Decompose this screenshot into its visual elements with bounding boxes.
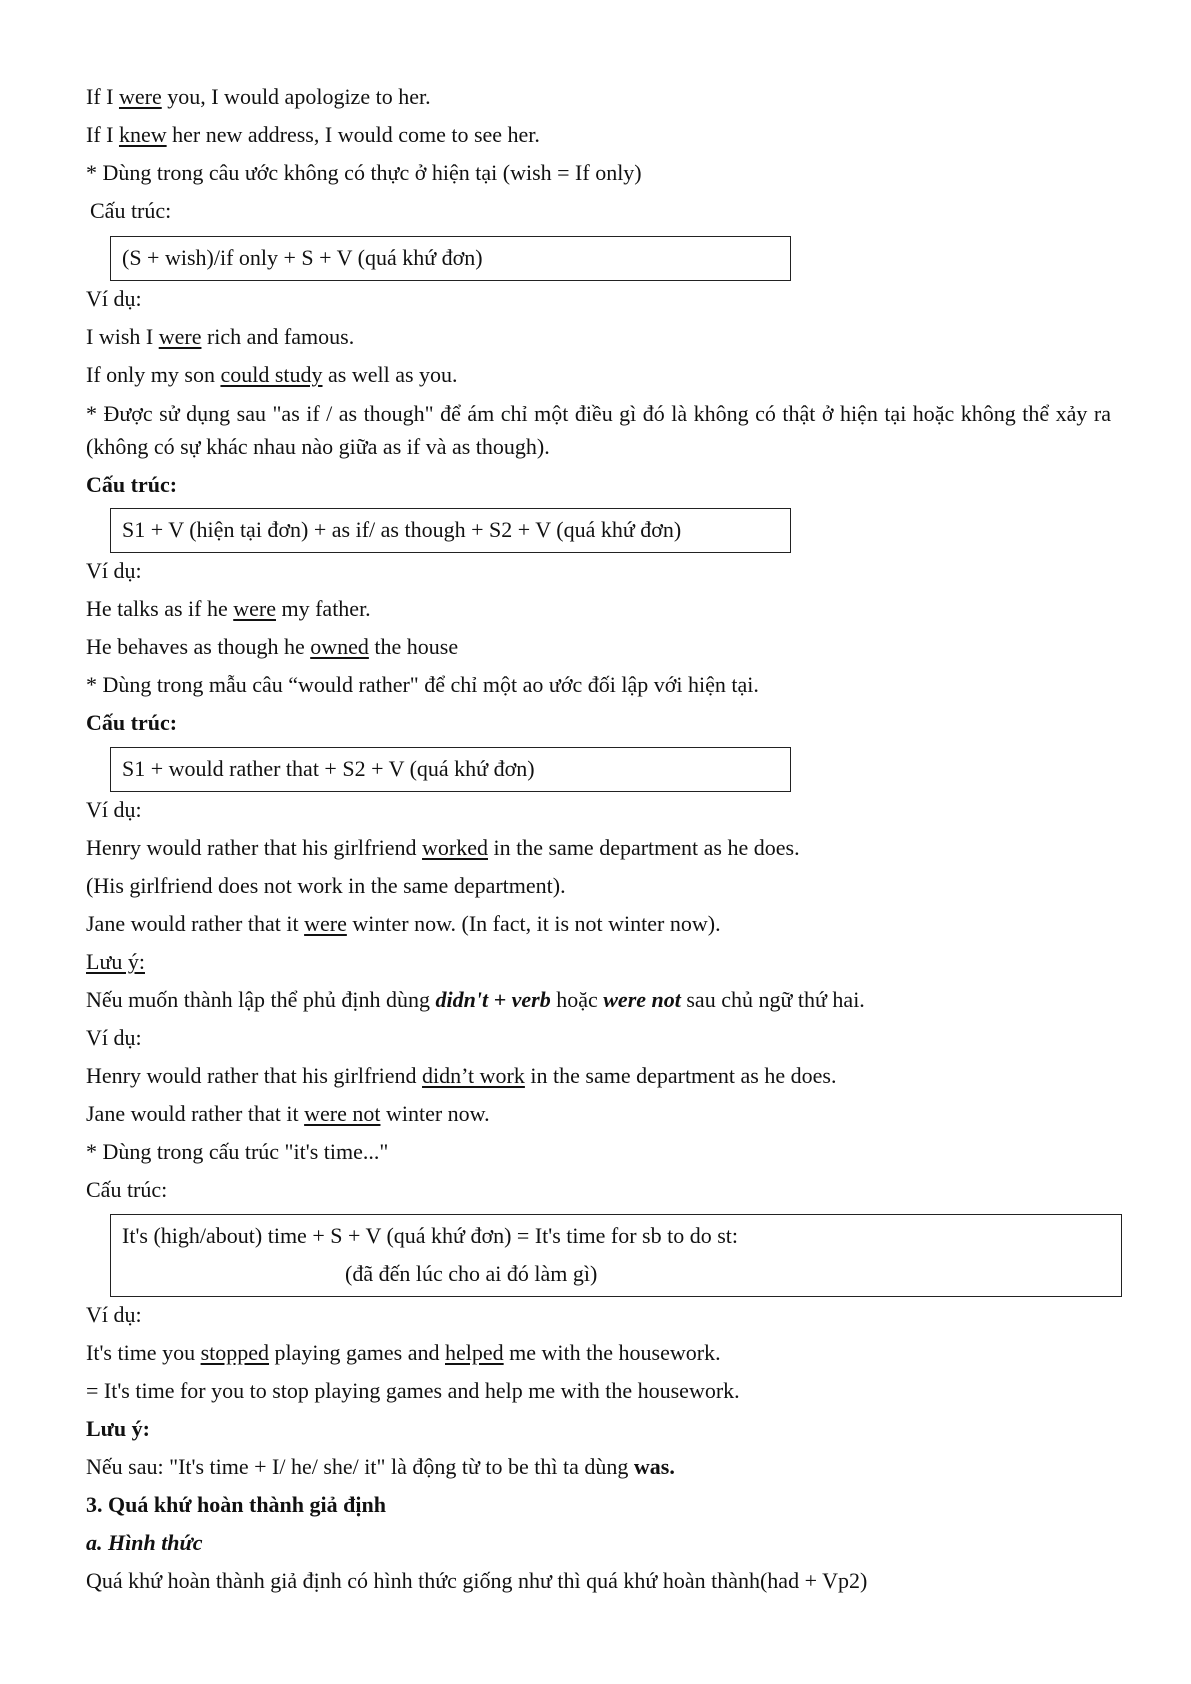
underlined-verb: worked (422, 835, 488, 860)
example-line: Jane would rather that it were winter now. (In fact, it is not winter now). (86, 911, 721, 936)
example-label: Ví dụ: (86, 1025, 142, 1050)
underlined-verb: were not (304, 1101, 381, 1126)
example-line: Henry would rather that his girlfriend didn’t work in the same department as he does. (86, 1063, 837, 1088)
body-text: Quá khứ hoàn thành giả định có hình thức giống như thì quá khứ hoàn thành(had + Vp2) (86, 1568, 868, 1593)
subsection-heading: a. Hình thức (86, 1530, 203, 1555)
usage-note: * Được sử dụng sau "as if / as though" để ám chỉ một điều gì đó là không có thật ở hiện tại hoặc không thể xảy ra (không có sự khác nhau nào giữa as if và as though). (86, 401, 1111, 459)
structure-formula: It's (high/about) time + S + V (quá khứ đơn) = It's time for sb to do st: (122, 1223, 739, 1248)
emphasis-text: were not (603, 987, 681, 1012)
example-line: If I knew her new address, I would come to see her. (86, 122, 540, 147)
example-line: He behaves as though he owned the house (86, 634, 459, 659)
usage-note: * Dùng trong câu ước không có thực ở hiện tại (wish = If only) (86, 160, 642, 185)
underlined-verb: didn’t work (422, 1063, 525, 1088)
structure-box (110, 747, 791, 792)
underlined-verb: were (158, 324, 202, 349)
example-line: Henry would rather that his girlfriend worked in the same department as he does. (86, 835, 800, 860)
example-line: I wish I were rich and famous. (86, 324, 355, 349)
structure-heading: Cấu trúc: (86, 710, 178, 735)
structure-formula: S1 + V (hiện tại đơn) + as if/ as though + S2 + V (quá khứ đơn) (122, 517, 682, 542)
underlined-verb: were (304, 911, 347, 936)
underlined-verb: could study (220, 362, 323, 387)
note-label: Lưu ý: (86, 949, 145, 974)
example-line: = It's time for you to stop playing games and help me with the housework. (86, 1378, 740, 1403)
underlined-verb: stopped (200, 1340, 270, 1365)
underlined-verb: were (118, 84, 162, 109)
underlined-verb: knew (118, 122, 167, 147)
example-line: It's time you stopped playing games and helped me with the housework. (86, 1340, 721, 1365)
emphasis-text: didn't + verb (435, 987, 551, 1012)
example-label: Ví dụ: (86, 1302, 142, 1327)
structure-box (110, 236, 791, 281)
underlined-verb: were (233, 596, 276, 621)
note-text: Nếu sau: "It's time + I/ he/ she/ it" là động từ to be thì ta dùng was. (86, 1454, 675, 1479)
example-line: If only my son could study as well as you. (86, 362, 458, 387)
underlined-verb: helped (445, 1340, 504, 1365)
emphasis-text: was. (633, 1454, 675, 1479)
structure-formula: S1 + would rather that + S2 + V (quá khứ đơn) (122, 756, 535, 781)
underlined-verb: owned (310, 634, 369, 659)
example-label: Ví dụ: (86, 797, 142, 822)
structure-formula: (S + wish)/if only + S + V (quá khứ đơn) (122, 245, 483, 270)
example-label: Ví dụ: (86, 558, 142, 583)
usage-note: * Dùng trong cấu trúc "it's time..." (86, 1139, 389, 1164)
usage-note: * Dùng trong mẫu câu “would rather" để chỉ một ao ước đối lập với hiện tại. (86, 672, 759, 697)
structure-label: Cấu trúc: (90, 198, 172, 223)
example-line: He talks as if he were my father. (86, 596, 371, 621)
example-label: Ví dụ: (86, 286, 142, 311)
example-line: If I were you, I would apologize to her. (86, 84, 431, 109)
example-line: Jane would rather that it were not winter now. (86, 1101, 490, 1126)
note-heading: Lưu ý: (86, 1416, 150, 1441)
note-text: Nếu muốn thành lập thể phủ định dùng didn't + verb hoặc were not sau chủ ngữ thứ hai. (86, 987, 865, 1012)
structure-box (110, 1214, 1122, 1297)
structure-box (110, 508, 791, 553)
structure-label: Cấu trúc: (86, 1177, 168, 1202)
structure-meaning: (đã đến lúc cho ai đó làm gì) (345, 1261, 598, 1286)
section-heading: 3. Quá khứ hoàn thành giả định (86, 1492, 386, 1517)
structure-heading: Cấu trúc: (86, 472, 178, 497)
example-translation: (His girlfriend does not work in the same department). (86, 873, 566, 898)
